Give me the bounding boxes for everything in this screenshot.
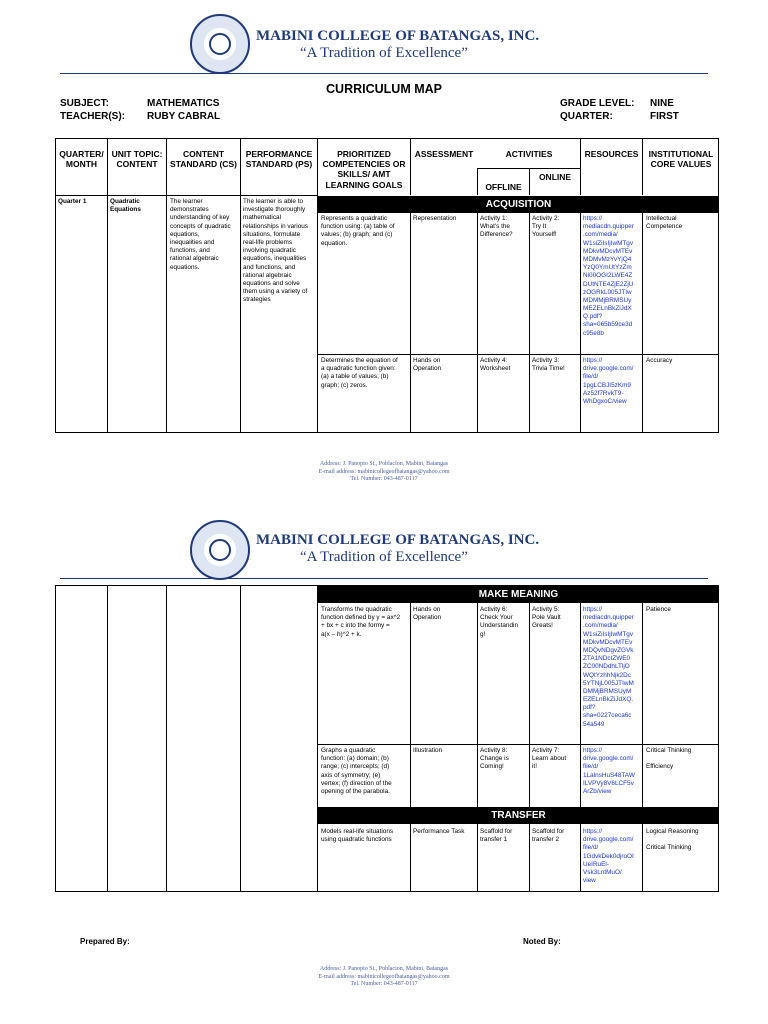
header-rule (60, 73, 708, 74)
make-meaning-band: MAKE MEANING (318, 586, 719, 603)
assessment-cell: Hands on Operation (413, 606, 442, 622)
performance-standard-cell: The learner is able to investigate thoroughly mathematical relationships in various situations, formulate real-life problems involving quadratic equations, inequalities and functions, and rational algebraic equations and solve them using a variety of strategies (243, 198, 309, 304)
col-quarter-header: QUARTER/ MONTH (59, 149, 104, 170)
col-topic-header: UNIT TOPIC: CONTENT (111, 149, 163, 170)
page2-footer (0, 966, 768, 989)
college-name: MABINI COLLEGE OF BATANGAS, INC. (256, 28, 540, 44)
resource-link[interactable]: https:// drive.google.com/ file/d/ 1LalnsHuS48TAW ILVPVy8V6LCF5v ArZb/view (583, 747, 635, 795)
core-value-cell: Intellectual Competence (646, 215, 683, 231)
grade-value: NINE (650, 98, 674, 109)
col-cs-header: CONTENT STANDARD (CS) (170, 149, 237, 170)
online-activity-cell: Activity 5: Pole Vault Greats! (532, 606, 561, 630)
online-activity-cell: Activity 2: Try It Yourself! (532, 215, 560, 239)
teacher-value: RUBY CABRAL (147, 111, 221, 122)
competency-cell: Models real-life situations using quadratic functions (321, 828, 394, 844)
resource-link[interactable]: https:// mediacdn.quipper .com/media/ W1siZiIsIjIwMTgv MDkvMDcvMTEv MDQvNDgvZGVk ZTA1NDctZWE0 ZC00NDdhLTljO WQtYzhhNjk2Dc 5YTNjL005JTIwM DMMjBRMSUyM EZELnBkZiJdXQ. pdf? sha=0227ceca6c 54a549 (583, 606, 634, 728)
college-motto: “A Tradition of Excellence” (300, 549, 468, 565)
col-online-header: ONLINE (538, 172, 572, 182)
topic-cell: Quadratic Equations (110, 198, 141, 214)
competency-cell: Transforms the quadratic function defined by y = ax^2 + bx + c into the formy = a(x – h)^2 + k. (321, 606, 401, 638)
offline-activity-cell: Activity 8: Change is Coming! (480, 747, 509, 771)
assessment-cell: Illustration (413, 747, 443, 754)
doc-title: CURRICULUM MAP (326, 82, 442, 96)
offline-activity-cell: Activity 1: What's the Difference? (480, 215, 513, 239)
offline-activity-cell: Activity 6: Check Your Understandin g! (480, 606, 519, 638)
noted-by-label: Noted By: (523, 937, 561, 946)
core-value-cell: Patience (646, 606, 671, 613)
resource-link[interactable]: https:// drive.google.com/ file/d/ 1GdvkDek0djroOI UeIRuEl- Vsk3LntMuO/ view (583, 828, 634, 885)
footer-tel: Tel. Number: 043-487-0117 (350, 476, 418, 482)
online-activity-cell: Activity 7: Learn about it! (532, 747, 567, 771)
footer-address: Address: J. Panopio St., Poblacion, Mabini, Batangas (319, 461, 449, 467)
resource-link[interactable]: https:// mediacdn.quipper .com/media/ W1siZiIsIjIwMTgv MDkvMDcvMTEv MDMvMzYvYjQ4 YzQ0YmUtYzZm Ni00OGI2LWE4Z DUtNTE4ZjE2ZjU zOGRkL005JTIw MDMMjBRMSUy MEZELnBkZiJdX Q.pdf? sha=065b59ce3d c95e8b (583, 215, 634, 337)
col-offline-header: OFFLINE (485, 182, 522, 192)
acquisition-band: ACQUISITION (318, 196, 719, 213)
prepared-by-label: Prepared By: (80, 937, 130, 946)
col-values-header: INSTITUTIONAL CORE VALUES (648, 149, 714, 170)
assessment-cell: Performance Task (413, 828, 465, 835)
competency-cell: Represents a quadratic function using: (a) table of values; (b) graph; and (c) equation. (321, 215, 395, 247)
subject-value: MATHEMATICS (147, 98, 220, 109)
assessment-cell: Hands on Operation (413, 357, 442, 373)
footer-email-line: E-mail address: mabinicollegeofbatangas@yahoo.com (318, 468, 450, 475)
college-motto: “A Tradition of Excellence” (300, 45, 468, 61)
content-standard-cell: The learner demonstrates understanding of key concepts of quadratic equations, inequalities and functions, and rational algebraic equations. (170, 198, 231, 271)
footer-email-line: E-mail address: mabinicollegeofbatangas@yahoo.com (318, 973, 450, 980)
page1-footer (0, 461, 768, 484)
college-seal-icon (190, 14, 250, 74)
quarter-label: QUARTER: (560, 111, 613, 122)
core-value-cell: Logical Reasoning Critical Thinking (646, 828, 699, 852)
resource-link[interactable]: https:// drive.google.com/ file/d/ 1pgLCBJI5zKm9 Az52f7RvkT9- WhDgxoC/view (583, 357, 634, 405)
footer-address: Address: J. Panopio St., Poblacion, Mabini, Batangas (319, 966, 449, 972)
competency-cell: Graphs a quadratic function: (a) domain; (b) range; (c) intercepts; (d) axis of symmetry; (e) vertex; (f) direction of the opening of the parabola. (321, 747, 392, 795)
teacher-label: TEACHER(S): (60, 111, 125, 122)
college-name: MABINI COLLEGE OF BATANGAS, INC. (256, 532, 540, 548)
col-assessment-header: ASSESSMENT (414, 149, 474, 159)
online-activity-cell: Scaffold for transfer 2 (532, 828, 565, 844)
transfer-band: TRANSFER (318, 807, 719, 824)
quarter-value: FIRST (650, 111, 679, 122)
assessment-cell: Representation (413, 215, 457, 222)
footer-email-link[interactable]: mabinicollegeofbatangas@yahoo.com (357, 973, 450, 980)
col-resources-header: RESOURCES (584, 149, 639, 159)
core-value-cell: Critical Thinking Efficiency (646, 747, 692, 771)
online-activity-cell: Activity 3: Trivia Time! (532, 357, 565, 373)
col-ps-header: PERFORMANCE STANDARD (PS) (245, 149, 313, 170)
offline-activity-cell: Activity 4: Worksheet (480, 357, 511, 373)
col-activities-header: ACTIVITIES (505, 149, 553, 159)
college-seal-icon (190, 520, 250, 580)
footer-tel: Tel. Number: 043-487-0117 (350, 981, 418, 987)
competency-cell: Determines the equation of a quadratic function given: (a) a table of values; (b) graph; (c) zeros. (321, 357, 398, 389)
quarter-cell: Quarter 1 (58, 198, 87, 205)
col-competencies-header: PRIORITIZED COMPETENCIES OR SKILLS/ AMT LEARNING GOALS (322, 149, 406, 190)
footer-email-link[interactable]: mabinicollegeofbatangas@yahoo.com (357, 468, 450, 475)
core-value-cell: Accuracy (646, 357, 673, 364)
header-rule (60, 578, 708, 579)
offline-activity-cell: Scaffold for transfer 1 (480, 828, 513, 844)
subject-label: SUBJECT: (60, 98, 109, 109)
grade-label: GRADE LEVEL: (560, 98, 635, 109)
